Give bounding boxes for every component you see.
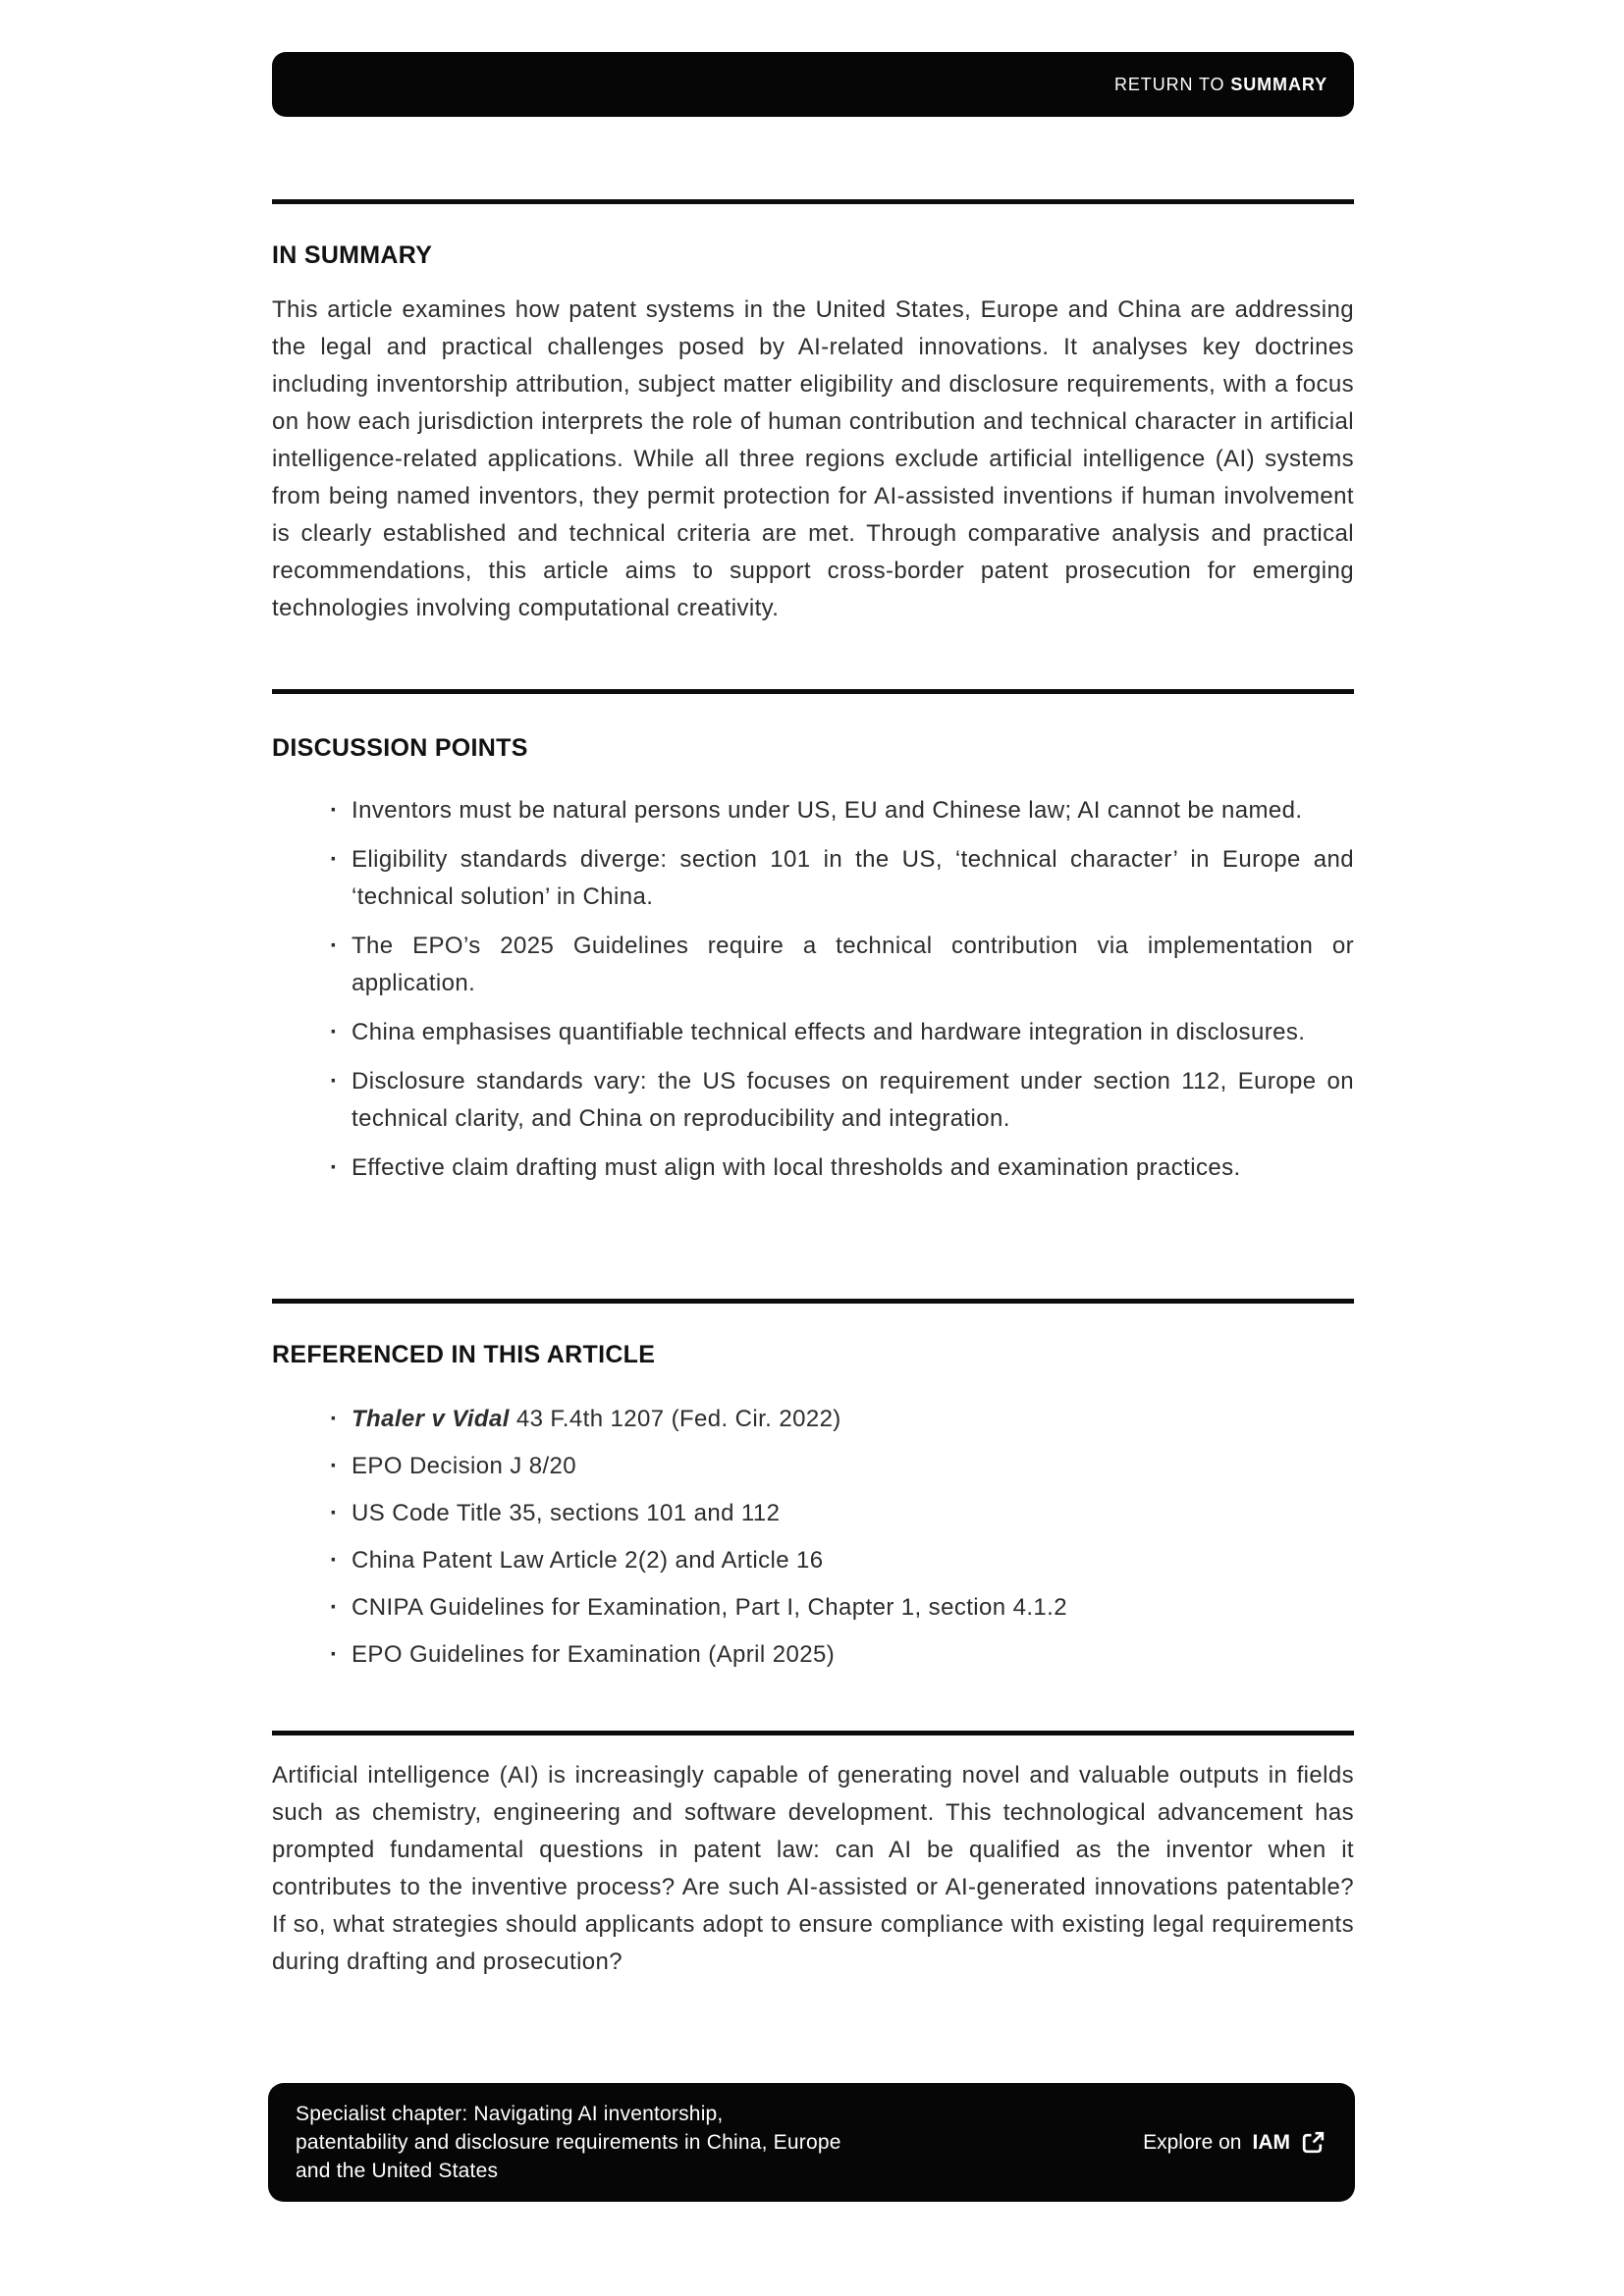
reference-item [272,1542,1354,1579]
chapter-title-line: Specialist chapter: Navigating AI inventorship, [296,2103,724,2125]
return-to-summary-link[interactable] [1114,75,1327,95]
return-label-regular: RETURN TO [1114,74,1231,94]
reference-item [272,1636,1354,1674]
footer-chapter-bar [268,2083,1355,2202]
in-summary-heading: IN SUMMARY [272,241,433,269]
summary-paragraph: This article examines how patent systems in the United States, Europe and China are addressing the legal and practical challenges posed by AI-related innovations. It analyses key doctrines including inventorship attribution, subject matter eligibility and disclosure requirements, with a focus on how each jurisdiction interprets the role of human contribution and technical character in artificial intelligence-related applications. While all three regions exclude artificial intelligence (AI) systems from being named inventors, they permit protection for AI-assisted inventions if human involvement is clearly established and technical criteria are met. Through comparative analysis and practical recommendations, this article aims to support cross-border patent prosecution for emerging technologies involving computational creativity. [272,296,1354,621]
references-section [272,1341,1354,1683]
reference-text: 43 F.4th 1207 (Fed. Cir. 2022) [509,1406,841,1432]
reference-text: US Code Title 35, sections 101 and 112 [352,1500,781,1526]
discussion-point-item: · Effective claim drafting must align with local thresholds and examination practices. [272,1149,1354,1187]
discussion-point-item: · Disclosure standards vary: the US focuses on requirement under section 112, Europe on technical clarity, and China on reproducibility and integration. [272,1063,1354,1138]
discussion-point-item: · The EPO’s 2025 Guidelines require a technical contribution via implementation or application. [272,928,1354,1002]
intro-paragraph: Artificial intelligence (AI) is increasingly capable of generating novel and valuable outputs in fields such as chemistry, engineering and software development. This technological advancement has prompted fundamental questions in patent law: can AI be qualified as the inventor when it contributes to the inventive process? Are such AI-assisted or AI-generated innovations patentable? If so, what strategies should applicants adopt to ensure compliance with existing legal requirements during drafting and prosecution? [272,1762,1354,1975]
reference-text: EPO Guidelines for Examination (April 2025) [352,1641,836,1668]
chapter-title-line: and the United States [296,2160,499,2182]
return-label-bold: SUMMARY [1230,74,1327,94]
discussion-points-list [272,792,1354,1187]
discussion-point-item: · China emphasises quantifiable technical effects and hardware integration in disclosures. [272,1014,1354,1051]
reference-text: China Patent Law Article 2(2) and Article 16 [352,1547,824,1574]
chapter-title-line: patentability and disclosure requirements in China, Europe [296,2131,841,2154]
in-summary-section [272,241,1354,627]
discussion-points-section [272,734,1354,1199]
discussion-point-item: · Inventors must be natural persons under US, EU and Chinese law; AI cannot be named. [272,792,1354,829]
explore-label-regular: Explore on [1143,2130,1242,2154]
reference-case-name: Thaler v Vidal [352,1406,510,1432]
reference-item [272,1448,1354,1485]
referenced-heading: REFERENCED IN THIS ARTICLE [272,1341,656,1368]
reference-item [272,1495,1354,1532]
explore-label-bold: IAM [1252,2130,1290,2154]
reference-item [272,1401,1354,1438]
discussion-points-heading: DISCUSSION POINTS [272,734,528,762]
divider [272,1299,1354,1304]
external-link-icon [1301,2130,1326,2155]
reference-item [272,1589,1354,1627]
divider [272,689,1354,694]
reference-text: CNIPA Guidelines for Examination, Part I, Chapter 1, section 4.1.2 [352,1594,1067,1621]
divider [272,1731,1354,1735]
explore-on-iam-link[interactable] [1143,2130,1326,2155]
discussion-point-item: · Eligibility standards diverge: section 101 in the US, ‘technical character’ in Europe and ‘technical solution’ in China. [272,841,1354,916]
intro-section [272,1757,1354,1981]
return-to-summary-bar [272,52,1354,117]
divider [272,199,1354,204]
reference-text: EPO Decision J 8/20 [352,1453,577,1479]
references-list [272,1401,1354,1674]
chapter-title [296,2100,841,2185]
